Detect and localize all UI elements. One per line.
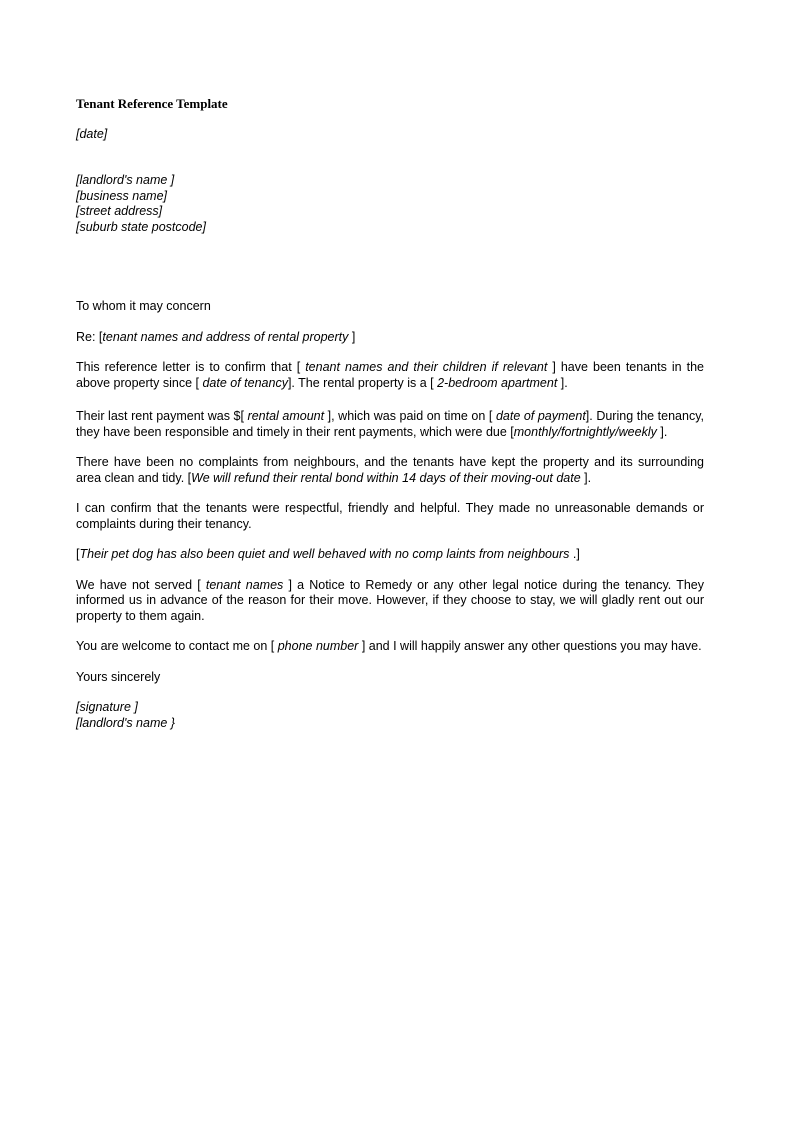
re-line: Re: [tenant names and address of rental property ] [76, 329, 356, 344]
signature-placeholder: [signature ] [76, 700, 138, 714]
paragraph-confirmation: This reference letter is to confirm that [ tenant names and their children if relevant ] have been tenants in the above property since [ date of tenancy]. The rental property is a [ 2-bedroom apartment ]. [76, 360, 704, 390]
paragraph-pet: [Their pet dog has also been quiet and well behaved with no comp laints from neighbours .] [76, 547, 580, 561]
salutation: To whom it may concern [76, 299, 211, 313]
paragraph-contact: You are welcome to contact me on [ phone number ] and I will happily answer any other questions you may have. [76, 639, 702, 653]
letter-page [76, 96, 704, 731]
address-line: [business name] [76, 188, 168, 203]
address-line: [suburb state postcode] [76, 219, 206, 234]
landlord-name-placeholder: [landlord's name } [76, 715, 175, 730]
date-placeholder: [date] [76, 126, 108, 141]
paragraph-complaints: There have been no complaints from neighbours, and the tenants have kept the property and its surrounding area clean and tidy. [We will refund their rental bond within 14 days of their moving-out date ]. [76, 455, 704, 485]
closing: Yours sincerely [76, 669, 161, 684]
document-title: Tenant Reference Template [76, 96, 228, 111]
address-line: [street address] [76, 204, 163, 218]
paragraph-rent-payment: Their last rent payment was $[ rental amount ], which was paid on time on [ date of payment]. During the tenancy, they have been responsible and timely in their rent payments, which were due [monthly/fortnightly/weekly ]. [76, 409, 704, 439]
address-block [76, 173, 704, 235]
paragraph-conduct: I can confirm that the tenants were respectful, friendly and helpful. They made no unreasonable demands or complaints during their tenancy. [76, 501, 704, 531]
paragraph-notice: We have not served [ tenant names ] a Notice to Remedy or any other legal notice during the tenancy. They informed us in advance of the reason for their move. However, if they choose to stay, we will gladly rent out our property to them again. [76, 577, 704, 623]
address-line: [landlord's name ] [76, 173, 175, 187]
